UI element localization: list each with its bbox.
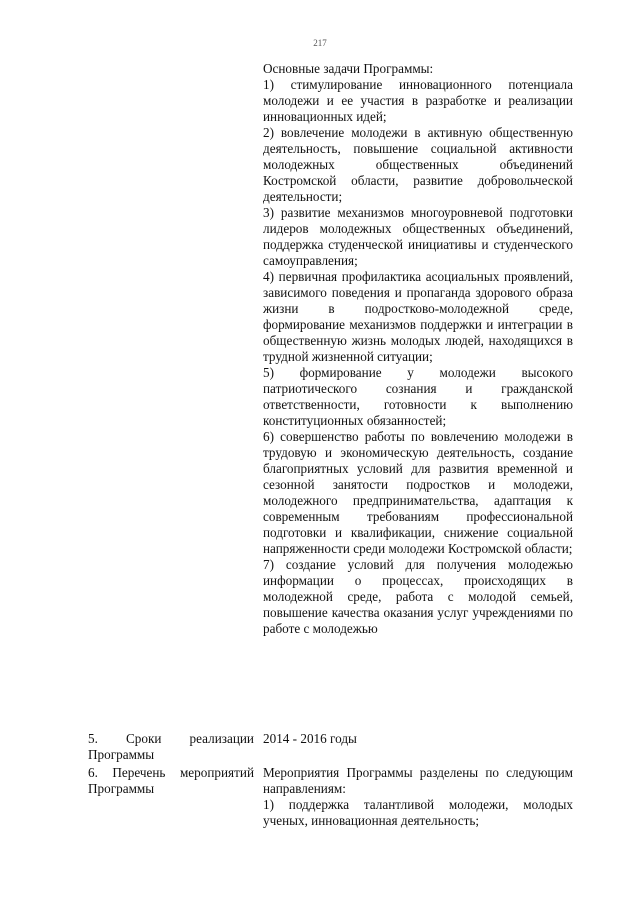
activity-item-1: 1) поддержка талантливой молодежи, молодых ученых, инновационная деятельность; xyxy=(263,797,573,828)
task-item-2: 2) вовлечение молодежи в активную общественную деятельность, повышение социальной активности молодежных общественных объединений Костромской области, развитие добровольческой деятельности; xyxy=(263,125,573,204)
page-number: 217 xyxy=(313,38,327,48)
program-terms-label: 5. Сроки реализации Программы xyxy=(88,731,254,762)
program-terms-value-cell xyxy=(263,731,573,747)
task-item-4: 4) первичная профилактика асоциальных проявлений, зависимого поведения и пропаганда здорового образа жизни в подростково-молодежной среде, формирование механизмов поддержки и интеграции в общественную жизнь молодых людей, находящихся в трудной жизненной ситуации; xyxy=(263,269,573,364)
program-activities-label: 6. Перечень мероприятий Программы xyxy=(88,765,254,796)
program-activities-content xyxy=(263,765,573,829)
task-item-5: 5) формирование у молодежи высокого патриотического сознания и гражданской ответственности, готовности к выполнению конституционных обязанностей; xyxy=(263,365,573,428)
program-activities-intro: Мероприятия Программы разделены по следующим направлениям: xyxy=(263,765,573,796)
program-terms-value: 2014 - 2016 годы xyxy=(263,731,357,746)
task-item-1: 1) стимулирование инновационного потенциала молодежи и ее участия в разработке и реализации инновационных идей; xyxy=(263,77,573,124)
task-item-6: 6) совершенство работы по вовлечению молодежи в трудовую и экономическую деятельность, создание благоприятных условий для развития временной и сезонной занятости подростков и молодежи, молодежного предпринимательства, адаптация к современным требованиям профессиональной подготовки и квалификации, снижение социальной напряженности среди молодежи Костромской области; xyxy=(263,429,573,556)
task-item-3: 3) развитие механизмов многоуровневой подготовки лидеров молодежных общественных объединений, поддержка студенческой инициативы и студенческого самоуправления; xyxy=(263,205,573,268)
program-tasks-section xyxy=(263,61,573,637)
program-tasks-heading: Основные задачи Программы: xyxy=(263,61,434,76)
task-item-7: 7) создание условий для получения молодежью информации о процессах, происходящих в молодежной среде, работа с молодой семьей, повышение качества оказания услуг учреждениями по работе с молодежью xyxy=(263,557,573,636)
